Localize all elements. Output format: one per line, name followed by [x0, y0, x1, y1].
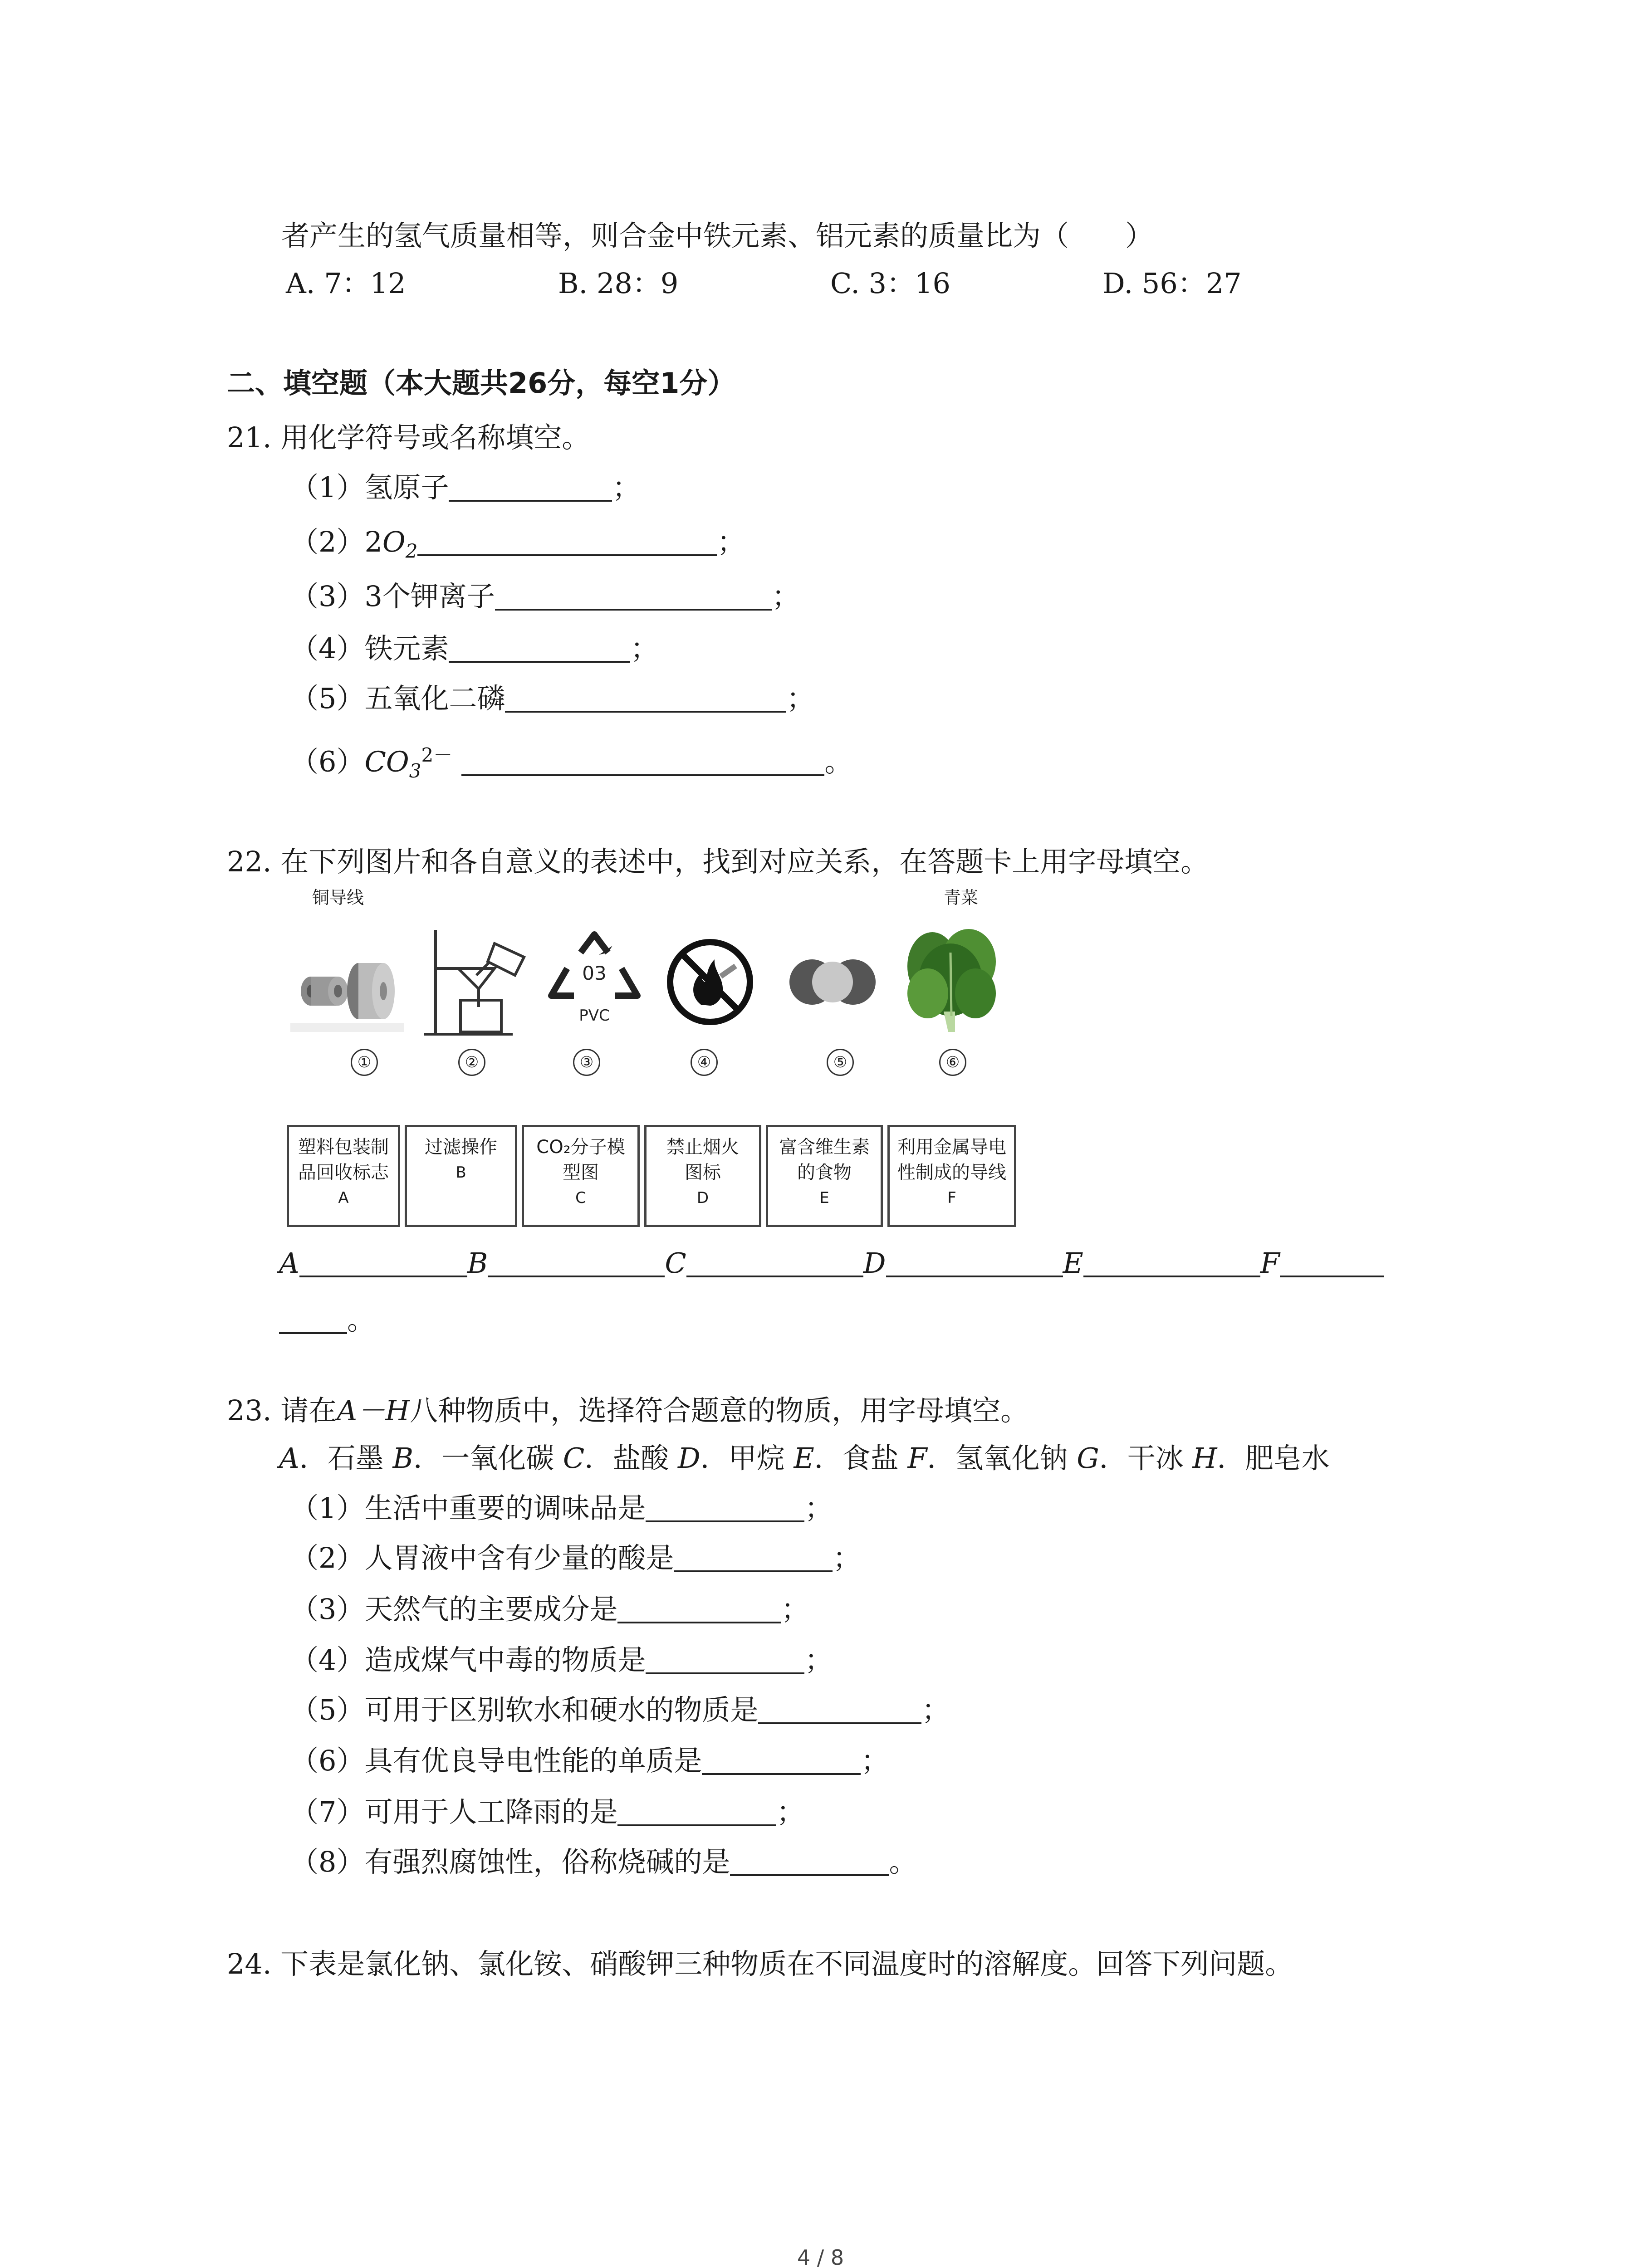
q23-item-2: （2）人胃液中含有少量的酸是 ； [290, 1541, 861, 1574]
q22-answer-row-end: 。 [279, 1302, 375, 1338]
caption-copper-wire: 铜导线 [312, 888, 364, 908]
q21-item-2: $(2)2O_2$ ； [290, 525, 745, 562]
q20-option-d: D. 56：27 [1102, 267, 1242, 300]
meaning-box-b: 过滤操作 B [405, 1125, 517, 1227]
meaning-box-f: 利用金属导电 性制成的导线 F [887, 1125, 1016, 1227]
q24-stem: 24. 下表是氯化钠、氯化铵、硝酸钾三种物质在不同温度时的溶解度。回答下列问题。 [227, 1947, 1293, 1980]
filtration-image [422, 925, 531, 1039]
meaning-box-c: CO₂分子模 型图 C [522, 1125, 640, 1227]
q23-choices: A．石墨 B．一氧化碳 C．盐酸 D．甲烷 E．食盐 F．氢氧化钠 G．干冰 H．肥皂水 [279, 1442, 1330, 1475]
q21-item-4: （4）铁元素 ； [290, 632, 659, 665]
q22-stem: 22. 在下列图片和各自意义的表述中，找到对应关系，在答题卡上用字母填空。 [227, 845, 1209, 878]
meaning-box-e: 富含维生素 的食物 E [766, 1125, 883, 1227]
image-number-5: ⑤ [827, 1049, 854, 1076]
image-number-6: ⑥ [939, 1049, 966, 1076]
image-number-3: ③ [573, 1049, 600, 1076]
q23-item-5: （5）可用于区别软水和硬水的物质是 ； [290, 1693, 950, 1726]
q21-item-5: （5）五氧化二磷 ； [290, 682, 815, 715]
q21-item-1: （1）氢原子 ； [290, 471, 641, 504]
recycle-text: PVC [579, 1007, 610, 1025]
q20-option-b: B. 28：9 [558, 267, 679, 300]
q21-stem: 21. 用化学符号或名称填空。 [227, 421, 590, 454]
q23-item-4: （4）造成煤气中毒的物质是 ； [290, 1643, 833, 1677]
q23-item-7: （7）可用于人工降雨的是 ； [290, 1795, 805, 1828]
recycle-number: 03 [582, 962, 607, 984]
image-number-4: ④ [691, 1049, 718, 1076]
image-number-2: ② [458, 1049, 485, 1076]
no-fire-icon [665, 937, 755, 1027]
image-number-1: ① [351, 1049, 378, 1076]
meaning-box-a: 塑料包装制 品回收标志 A [287, 1125, 400, 1227]
caption-vegetable: 青菜 [944, 888, 979, 908]
q21-item-6: $(6)CO_3^{2-}$ 。 [290, 744, 853, 782]
co2-model-image [787, 948, 878, 1016]
q23-item-3: （3）天然气的主要成分是 ； [290, 1593, 809, 1626]
q20-option-c: C. 3：16 [830, 267, 950, 300]
q22-answer-row: A B C D E F [279, 1245, 1384, 1281]
q23-item-6: （6）具有优良导电性能的单质是 ； [290, 1744, 889, 1777]
meaning-box-d: 禁止烟火 图标 D [644, 1125, 761, 1227]
section-heading: 二、填空题（本大题共26分，每空1分） [227, 367, 736, 400]
page-number: 4 / 8 [797, 2245, 844, 2268]
q23-item-8: （8）有强烈腐蚀性，俗称烧碱的是 。 [290, 1845, 917, 1878]
recycle-pvc-icon [542, 928, 647, 1032]
q23-item-1: （1）生活中重要的调味品是 ； [290, 1491, 833, 1525]
q21-item-3: （3）3个钾离子 ； [290, 580, 800, 613]
vegetable-image [901, 925, 1000, 1034]
q20-continuation: 者产生的氢气质量相等，则合金中铁元素、铝元素的质量比为（ ） [281, 219, 1154, 252]
q20-option-a: A. 7：12 [286, 267, 406, 300]
q23-stem: 23. 请在A－H八种物质中，选择符合题意的物质，用字母填空。 [227, 1394, 1029, 1427]
copper-wire-image [290, 934, 404, 1034]
